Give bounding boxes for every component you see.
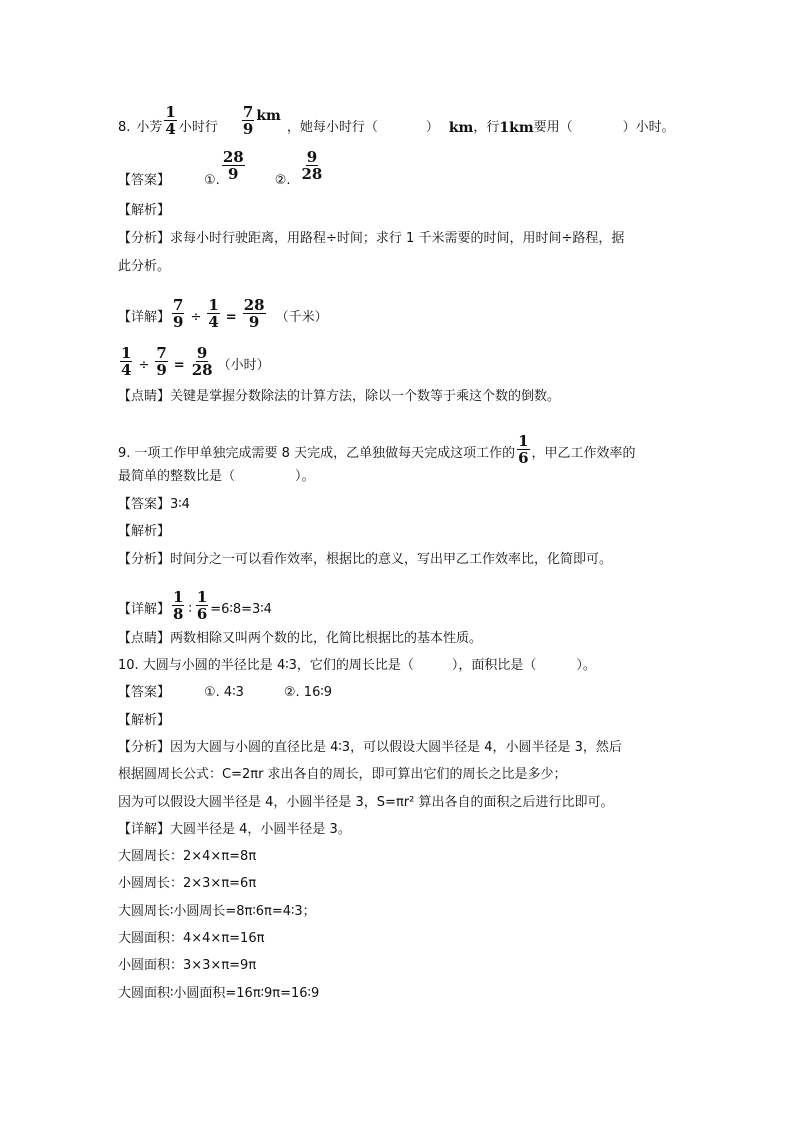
answer-item-2: ②. 16∶9 xyxy=(283,685,332,700)
q10-jiexi: 【解析】 xyxy=(118,713,171,728)
detail-eq: = xyxy=(225,310,237,325)
q8-jiexi: 【解析】 xyxy=(118,203,171,218)
detail-fraction: $\frac{9}{28}$ xyxy=(191,344,213,379)
q9-jiexi: 【解析】 xyxy=(118,524,171,539)
analysis-label: 【分析】 xyxy=(118,231,171,246)
q10-detail-3: 小圆周长：2×3×π=6π xyxy=(118,876,257,891)
q9-analysis xyxy=(118,551,612,569)
q8-one-km: 1km xyxy=(499,120,534,136)
q8-answer xyxy=(118,150,325,190)
dianjing-text: 两数相除又叫两个数的比，化简比根据比的基本性质。 xyxy=(170,631,483,646)
q10-detail-7: 大圆面积∶小圆面积=16π∶9π=16∶9 xyxy=(118,986,320,1001)
detail-label: 【详解】 xyxy=(118,310,171,325)
detail-fraction: $\frac{28}{9}$ xyxy=(243,296,265,331)
answer-item-1: ①. xyxy=(204,173,220,188)
answer-label: 【答案】 xyxy=(118,685,171,700)
q8-text: 小芳 xyxy=(136,120,163,135)
q8-text: ，行 xyxy=(473,120,500,135)
q8-unit-km: km xyxy=(448,120,474,136)
q8-text: ，她每小时行（ xyxy=(286,120,378,135)
q8-fraction-time: $\frac{1}{4}$ xyxy=(165,102,176,138)
detail-op: ÷ xyxy=(190,310,202,325)
detail-fraction: $\frac{1}{6}$ xyxy=(196,588,208,623)
detail-fraction: $\frac{7}{9}$ xyxy=(173,296,184,331)
detail-fraction: $\frac{1}{4}$ xyxy=(121,344,132,379)
answer-item-2: ②. xyxy=(274,173,291,188)
detail-fraction: $\frac{1}{4}$ xyxy=(208,296,219,331)
q8-text: ）小时。 xyxy=(622,120,675,135)
q9-text: 9. 一项工作甲单独完成需要 8 天完成，乙单独做每天完成这项工作的 xyxy=(118,446,516,461)
q10-detail-2: 大圆周长：2×4×π=8π xyxy=(118,849,257,864)
q10-detail-1 xyxy=(118,821,351,839)
q9-question-2 xyxy=(118,468,315,486)
analysis-label: 【分析】 xyxy=(118,740,171,755)
analysis-label: 【分析】 xyxy=(118,552,171,567)
detail-eq: = xyxy=(173,358,185,373)
detail-label: 【详解】 xyxy=(118,822,171,837)
q10-text: ）。 xyxy=(576,658,596,673)
q9-text: ，甲乙工作效率的 xyxy=(531,446,636,461)
answer-label: 【答案】 xyxy=(118,173,171,188)
q9-detail xyxy=(118,576,272,622)
q8-detail-2 xyxy=(118,338,270,378)
detail-fraction: $\frac{7}{9}$ xyxy=(156,344,167,379)
detail-unit: （千米） xyxy=(275,310,328,325)
q8-dianjing xyxy=(118,388,560,406)
q9-answer: 【答案】3∶4 xyxy=(118,497,190,512)
answer-fraction-1: $\frac{28}{9}$ xyxy=(222,148,244,183)
q9-question-1 xyxy=(118,416,636,466)
analysis-text: 求每小时行驶距离，用路程÷时间；求行 1 千米需要的时间，用时间÷路程，据 xyxy=(170,231,625,246)
q8-unit-km: km xyxy=(256,108,281,124)
q10-detail-4: 大圆周长∶小圆周长=8π∶6π=4∶3； xyxy=(118,904,316,919)
q8-analysis-1 xyxy=(118,230,624,248)
q8-analysis-2: 此分析。 xyxy=(118,259,171,274)
answer-item-1: ①. 4∶3 xyxy=(204,685,244,700)
q10-analysis-1 xyxy=(118,739,622,757)
dianjing-label: 【点睛】 xyxy=(118,389,171,404)
q8-fraction-distance: $\frac{7}{9}$ xyxy=(242,102,254,138)
q9-text: 最简单的整数比是（ xyxy=(118,469,236,484)
q10-answer xyxy=(118,684,332,702)
detail-text: 大圆半径是 4，小圆半径是 3。 xyxy=(170,822,351,837)
q9-dianjing xyxy=(118,630,482,648)
q8-text: 要用（ xyxy=(533,120,573,135)
dianjing-label: 【点睛】 xyxy=(118,631,171,646)
detail-colon: ∶ xyxy=(188,602,192,617)
q8-detail-1 xyxy=(118,286,328,330)
q10-text: ），面积比是（ xyxy=(451,658,537,673)
detail-text: =6∶8=3∶4 xyxy=(210,602,272,617)
detail-label: 【详解】 xyxy=(118,602,171,617)
q10-detail-5: 大圆面积：4×4×π=16π xyxy=(118,931,265,946)
analysis-text: 时间分之一可以看作效率，根据比的意义，写出甲乙工作效率比，化简即可。 xyxy=(170,552,613,567)
q8-text: ） xyxy=(425,120,439,135)
q10-analysis-3: 因为可以假设大圆半径是 4，小圆半径是 3，S=πr² 算出各自的面积之后进行比即可。 xyxy=(118,795,614,810)
q8-number: 8. xyxy=(118,120,131,135)
answer-fraction-2: $\frac{9}{28}$ xyxy=(301,148,323,183)
dianjing-text: 关键是掌握分数除法的计算方法，除以一个数等于乘这个数的倒数。 xyxy=(170,389,561,404)
detail-op: ÷ xyxy=(138,358,150,373)
q9-text: ）。 xyxy=(295,469,315,484)
analysis-text: 因为大圆与小圆的直径比是 4∶3，可以假设大圆半径是 4，小圆半径是 3，然后 xyxy=(170,740,622,755)
q10-text: 10. 大圆与小圆的半径比是 4∶3，它们的周长比是（ xyxy=(118,658,414,673)
q10-analysis-2: 根据圆周长公式：C=2πr 求出各自的周长，即可算出它们的周长之比是多少； xyxy=(118,767,567,782)
detail-fraction: $\frac{1}{8}$ xyxy=(173,588,184,623)
q10-question xyxy=(118,657,596,675)
detail-unit: （小时） xyxy=(217,358,270,373)
q9-fraction: $\frac{1}{6}$ xyxy=(518,432,529,467)
q10-detail-6: 小圆面积：3×3×π=9π xyxy=(118,958,257,973)
q8-question xyxy=(118,98,675,158)
q8-text: 小时行 xyxy=(178,120,218,135)
